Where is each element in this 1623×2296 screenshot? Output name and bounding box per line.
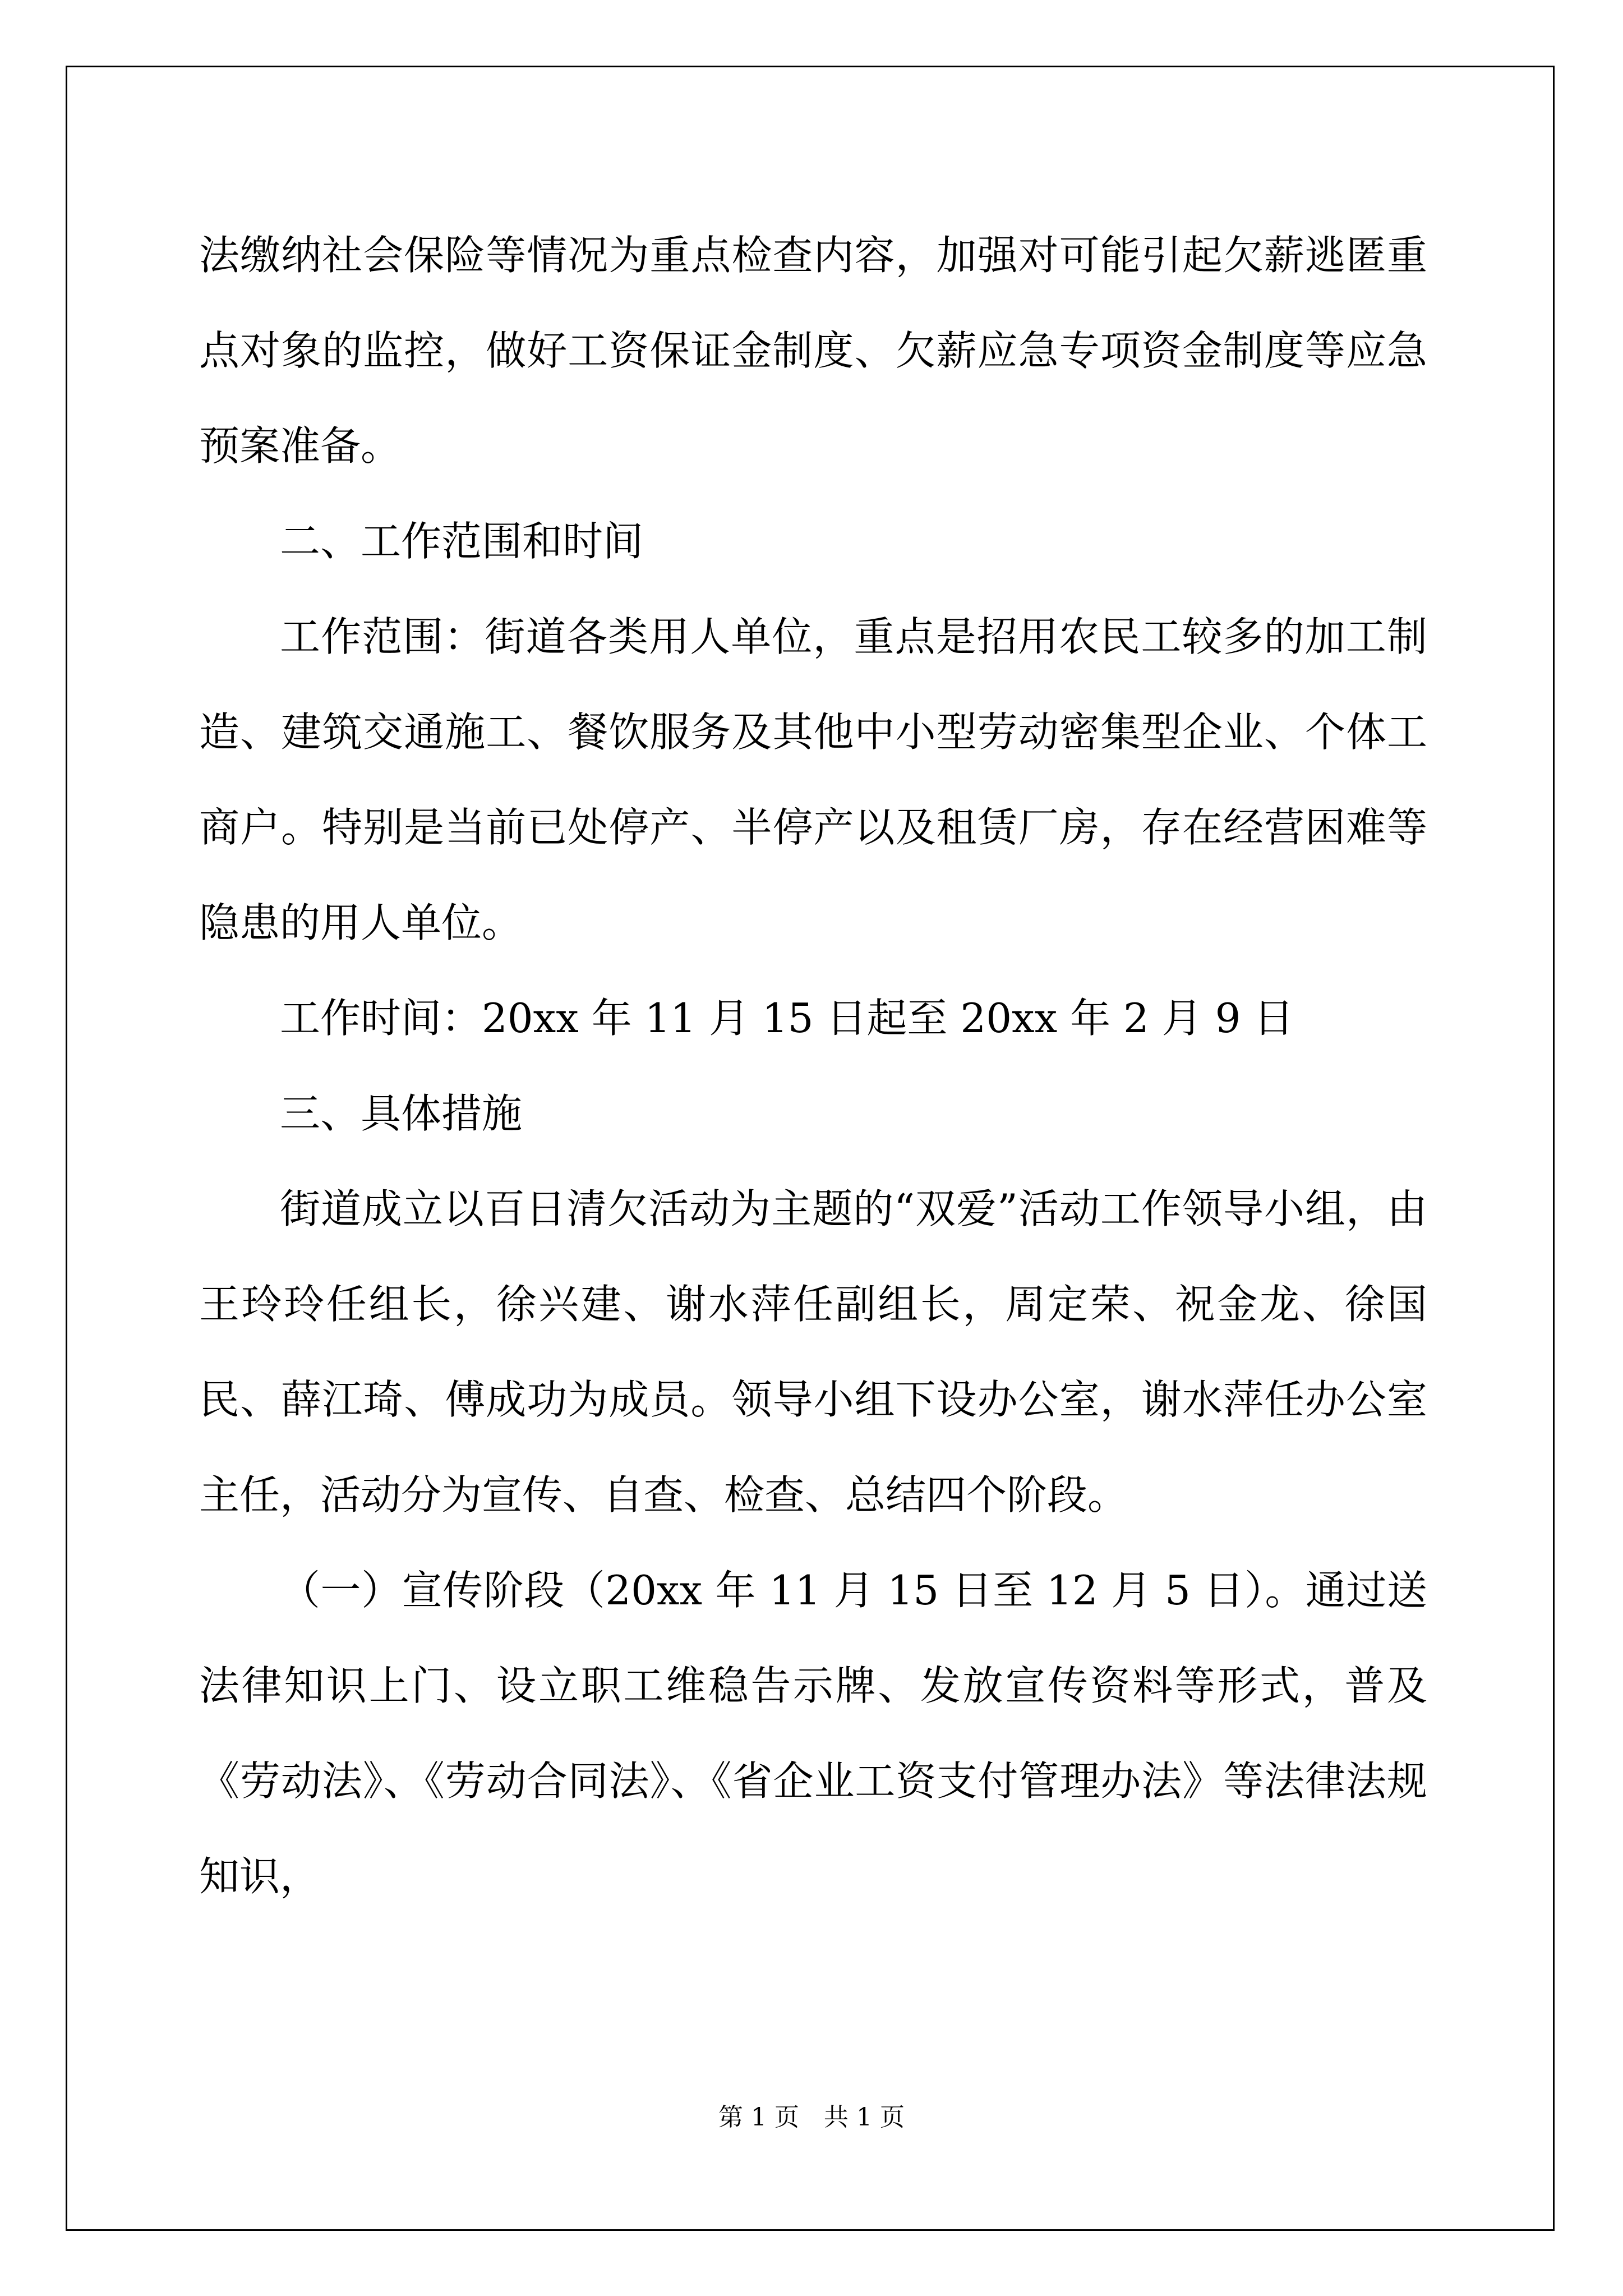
page-footer: 第 1 页 共 1 页 [718, 2103, 905, 2132]
section-heading-2: 二、工作范围和时间 [280, 518, 644, 565]
paragraph-work-time: 工作时间：20xx 年 11 月 15 日起至 20xx 年 2 月 9 日 [280, 995, 1294, 1042]
paragraph-publicity-stage: （一）宣传阶段（20xx 年 11 月 15 日至 12 月 5 日）。通过送法律知识上门、设立职工维稳告示牌、发放宣传资料等形式，普及《劳动法》、《劳动合同法》、《省企业工资支付管理办法》等法律法规知识， [199, 1567, 1427, 1900]
paragraph-leadership-group: 街道成立以百日清欠活动为主题的“双爱”活动工作领导小组，由王玲玲任组长，徐兴建、谢水萍任副组长，周定荣、祝金龙、徐国民、薛江琦、傅成功为成员。领导小组下设办公室，谢水萍任办公室主任，活动分为宣传、自查、检查、总结四个阶段。 [199, 1185, 1427, 1519]
document-body [199, 208, 1427, 1924]
section-heading-3: 三、具体措施 [280, 1090, 523, 1137]
paragraph-work-scope: 工作范围：街道各类用人单位，重点是招用农民工较多的加工制造、建筑交通施工、餐饮服务及其他中小型劳动密集型企业、个体工商户。特别是当前已处停产、半停产以及租赁厂房，存在经营困难等隐患的用人单位。 [199, 613, 1427, 946]
paragraph-1: 法缴纳社会保险等情况为重点检查内容，加强对可能引起欠薪逃匿重点对象的监控，做好工资保证金制度、欠薪应急专项资金制度等应急预案准备。 [199, 232, 1427, 470]
